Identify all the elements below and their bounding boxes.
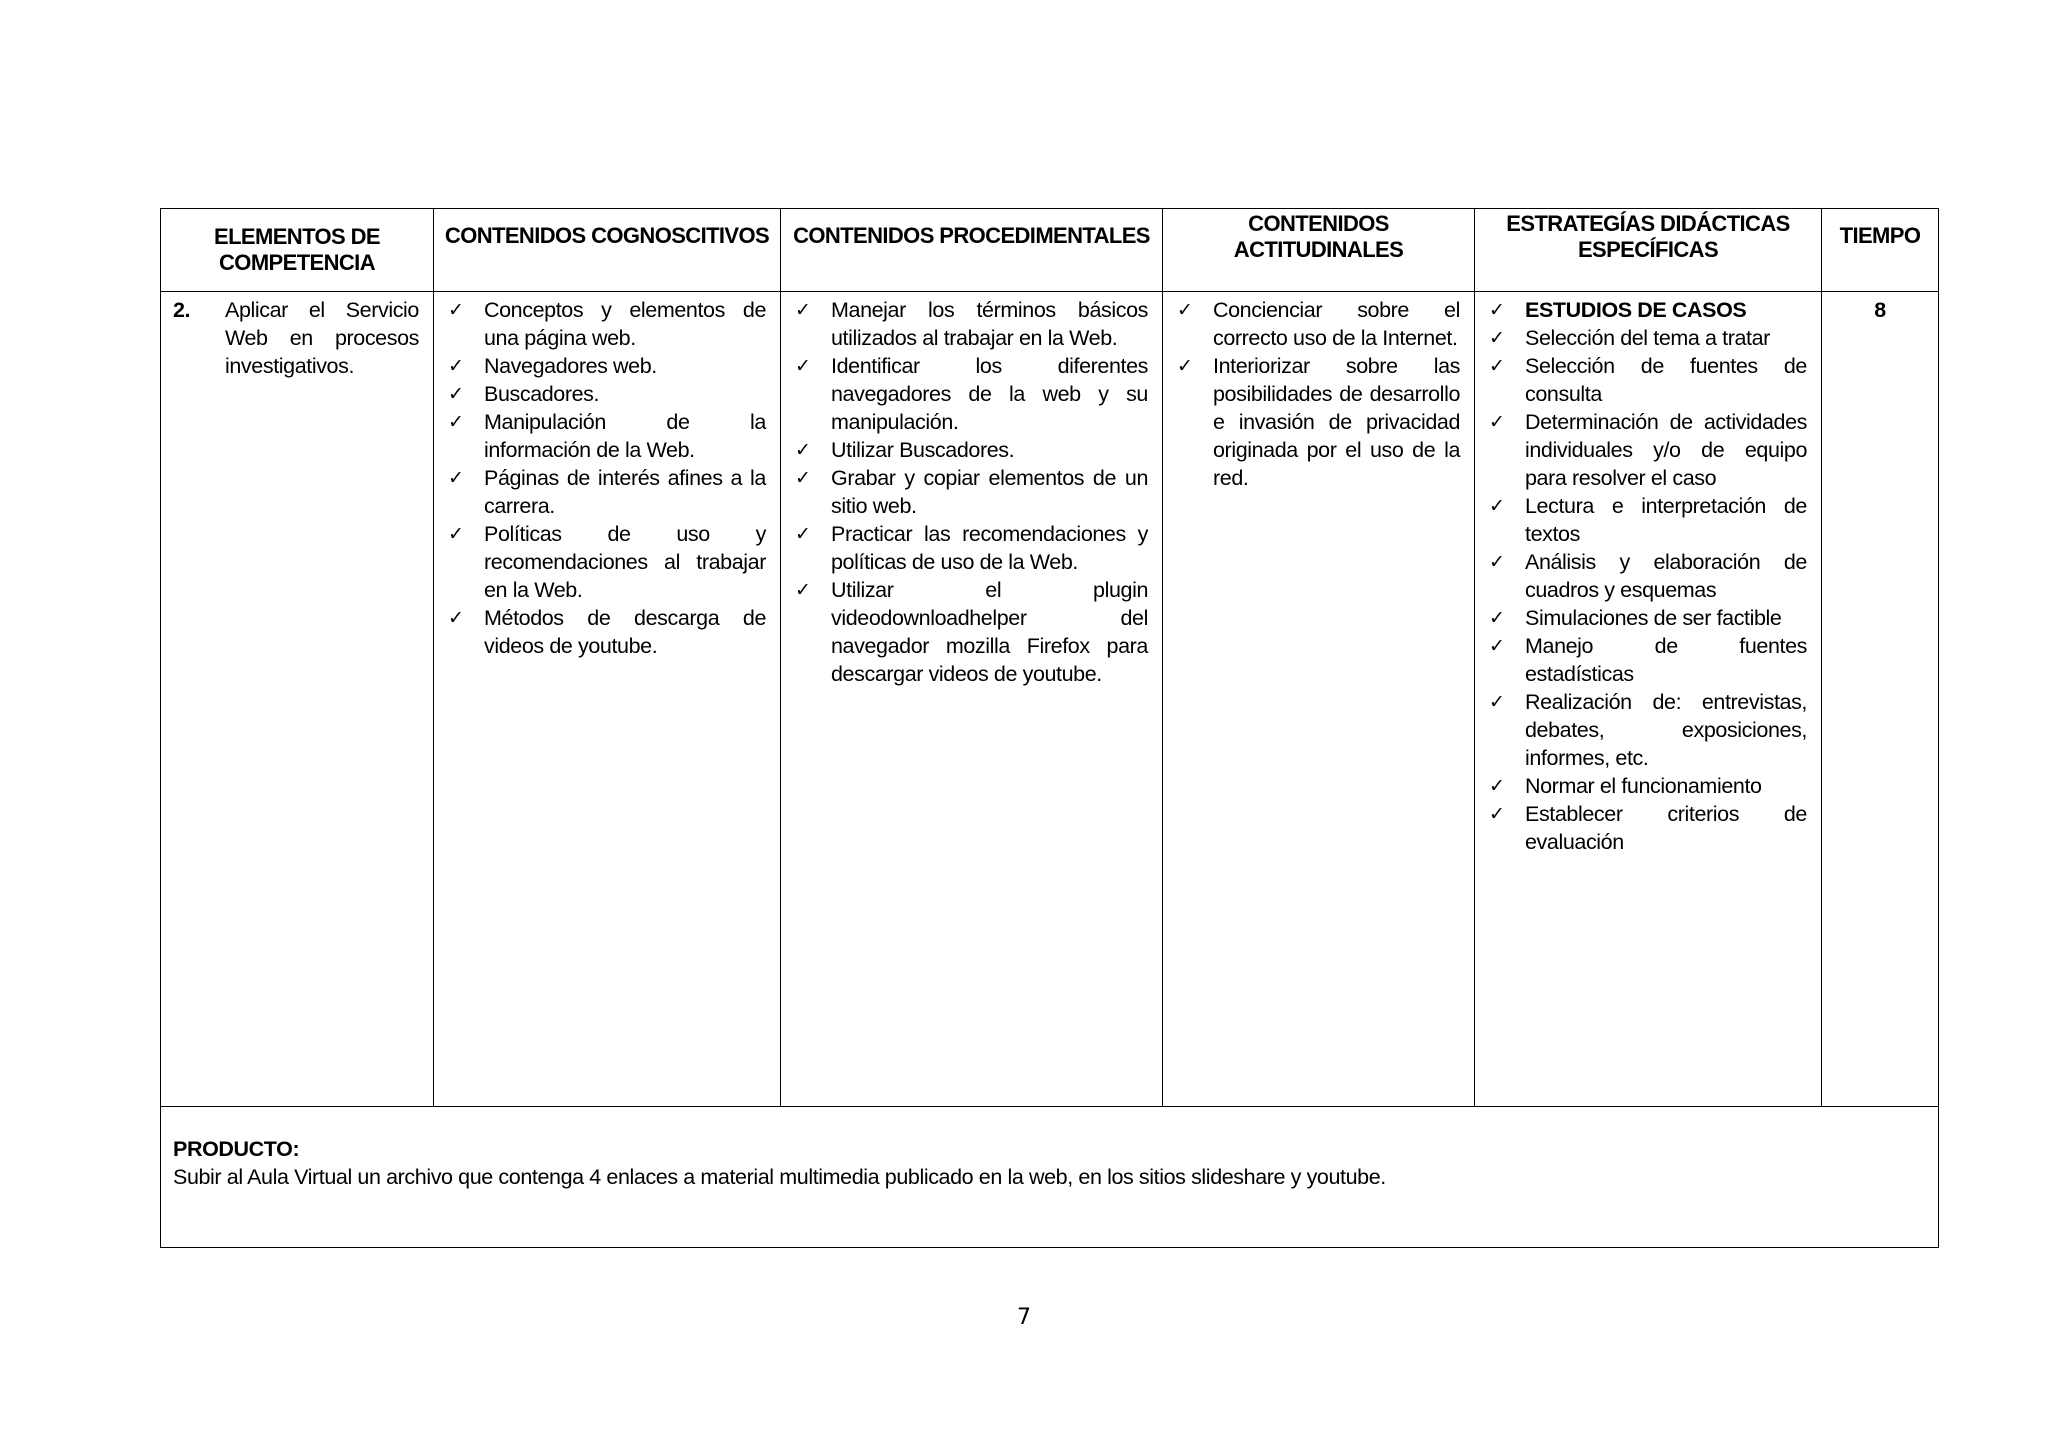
list-item xyxy=(1475,352,1807,408)
check-icon: ✓ xyxy=(795,523,811,545)
list-item-text: Utilizar Buscadores. xyxy=(831,438,1015,462)
check-icon: ✓ xyxy=(1489,635,1505,657)
cell-actitudinales xyxy=(1163,292,1475,1107)
list-item-text: Navegadores web. xyxy=(484,354,657,378)
page-number: 7 xyxy=(1017,1305,1031,1330)
check-icon: ✓ xyxy=(448,523,464,545)
header-elementos: ELEMENTOS DE COMPETENCIA xyxy=(161,209,434,292)
check-icon: ✓ xyxy=(1489,803,1505,825)
list-item xyxy=(781,296,1148,352)
list-item-text: Buscadores. xyxy=(484,382,600,406)
list-item xyxy=(434,464,766,520)
cell-procedimentales xyxy=(781,292,1163,1107)
list-item xyxy=(1475,324,1807,352)
list-item xyxy=(781,464,1148,520)
header-procedimentales: CONTENIDOS PROCEDIMENTALES xyxy=(781,209,1163,292)
cell-producto xyxy=(161,1107,1939,1248)
list-item xyxy=(1163,296,1460,352)
check-icon: ✓ xyxy=(448,411,464,433)
check-icon: ✓ xyxy=(1177,355,1193,377)
list-item-text: Interiorizar sobre las posibilidades de desarrollo e invasión de privacidad originada por el uso de la red. xyxy=(1213,354,1460,490)
producto-label: PRODUCTO: xyxy=(173,1137,300,1161)
list-item xyxy=(434,380,766,408)
check-icon: ✓ xyxy=(1489,355,1505,377)
list-item xyxy=(434,352,766,380)
cell-estrategias xyxy=(1475,292,1822,1107)
list-item-text: Métodos de descarga de videos de youtube. xyxy=(484,606,766,658)
list-item xyxy=(434,296,766,352)
list-item xyxy=(1475,548,1807,604)
check-icon: ✓ xyxy=(1489,551,1505,573)
header-estrategias: ESTRATEGÍAS DIDÁCTICAS ESPECÍFICAS xyxy=(1475,209,1822,292)
actitudinales-list xyxy=(1163,296,1460,492)
check-icon: ✓ xyxy=(795,355,811,377)
list-item-text: Concienciar sobre el correcto uso de la Internet. xyxy=(1213,298,1460,350)
check-icon: ✓ xyxy=(1489,691,1505,713)
list-item-text: Análisis y elaboración de cuadros y esquemas xyxy=(1525,550,1807,602)
check-icon: ✓ xyxy=(795,579,811,601)
check-icon: ✓ xyxy=(1489,411,1505,433)
list-item xyxy=(781,520,1148,576)
header-cognoscitivos: CONTENIDOS COGNOSCITIVOS xyxy=(434,209,781,292)
content-row xyxy=(161,292,1939,1107)
list-item-text: Determinación de actividades individuales y/o de equipo para resolver el caso xyxy=(1525,410,1807,490)
check-icon: ✓ xyxy=(448,467,464,489)
header-row xyxy=(161,209,1939,292)
list-item xyxy=(781,436,1148,464)
check-icon: ✓ xyxy=(448,355,464,377)
producto-row xyxy=(161,1107,1939,1248)
check-icon: ✓ xyxy=(448,607,464,629)
check-icon: ✓ xyxy=(1177,299,1193,321)
check-icon: ✓ xyxy=(795,439,811,461)
check-icon: ✓ xyxy=(448,299,464,321)
check-icon: ✓ xyxy=(1489,495,1505,517)
list-item-text: Selección del tema a tratar xyxy=(1525,326,1770,350)
check-icon: ✓ xyxy=(448,383,464,405)
check-icon: ✓ xyxy=(1489,327,1505,349)
list-item-text: Páginas de interés afines a la carrera. xyxy=(484,466,766,518)
list-item xyxy=(1475,604,1807,632)
header-actitudinales: CONTENIDOS ACTITUDINALES xyxy=(1163,209,1475,292)
list-item-text: Conceptos y elementos de una página web. xyxy=(484,298,766,350)
list-item-text: Manejar los términos básicos utilizados al trabajar en la Web. xyxy=(831,298,1148,350)
list-item-text: Normar el funcionamiento xyxy=(1525,774,1762,798)
list-item-text: Identificar los diferentes navegadores de la web y su manipulación. xyxy=(831,354,1148,434)
list-item xyxy=(1475,408,1807,492)
cell-cognoscitivos xyxy=(434,292,781,1107)
list-item xyxy=(1475,772,1807,800)
producto-text: Subir al Aula Virtual un archivo que contenga 4 enlaces a material multimedia publicado en la web, en los sitios slideshare y youtube. xyxy=(173,1165,1386,1189)
estrategias-list xyxy=(1475,296,1807,856)
header-tiempo: TIEMPO xyxy=(1822,209,1939,292)
list-item-text: Políticas de uso y recomendaciones al trabajar en la Web. xyxy=(484,522,766,602)
list-item-text: Grabar y copiar elementos de un sitio web. xyxy=(831,466,1148,518)
list-item-text: Manipulación de la información de la Web. xyxy=(484,410,766,462)
list-item-text: Establecer criterios de evaluación xyxy=(1525,802,1807,854)
list-item xyxy=(1475,688,1807,772)
cognoscitivos-list xyxy=(434,296,766,660)
competency-table xyxy=(160,208,1939,1248)
check-icon: ✓ xyxy=(1489,775,1505,797)
list-item xyxy=(434,604,766,660)
competencia-number: 2. xyxy=(173,298,191,322)
list-item xyxy=(1475,800,1807,856)
tiempo-value: 8 xyxy=(1874,298,1886,322)
list-item-text: Simulaciones de ser factible xyxy=(1525,606,1782,630)
check-icon: ✓ xyxy=(795,467,811,489)
list-item xyxy=(434,408,766,464)
procedimentales-list xyxy=(781,296,1148,688)
cell-competencia xyxy=(161,292,434,1107)
check-icon: ✓ xyxy=(795,299,811,321)
list-item-text: Practicar las recomendaciones y políticas de uso de la Web. xyxy=(831,522,1148,574)
competencia-text: Aplicar el Servicio Web en procesos investigativos. xyxy=(225,298,419,378)
list-item xyxy=(434,520,766,604)
check-icon: ✓ xyxy=(1489,607,1505,629)
list-item-text: ESTUDIOS DE CASOS xyxy=(1525,298,1747,322)
list-item xyxy=(1475,492,1807,548)
cell-tiempo xyxy=(1822,292,1939,1107)
list-item-text: Manejo de fuentes estadísticas xyxy=(1525,634,1807,686)
list-item-text: Realización de: entrevistas, debates, exposiciones, informes, etc. xyxy=(1525,690,1807,770)
list-item xyxy=(1475,296,1807,324)
list-item-text: Lectura e interpretación de textos xyxy=(1525,494,1807,546)
list-item xyxy=(1163,352,1460,492)
list-item-text: Utilizar el plugin videodownloadhelper del navegador mozilla Firefox para descargar videos de youtube. xyxy=(831,578,1148,686)
check-icon: ✓ xyxy=(1489,299,1505,321)
list-item xyxy=(781,352,1148,436)
list-item-text: Selección de fuentes de consulta xyxy=(1525,354,1807,406)
list-item xyxy=(1475,632,1807,688)
list-item xyxy=(781,576,1148,688)
